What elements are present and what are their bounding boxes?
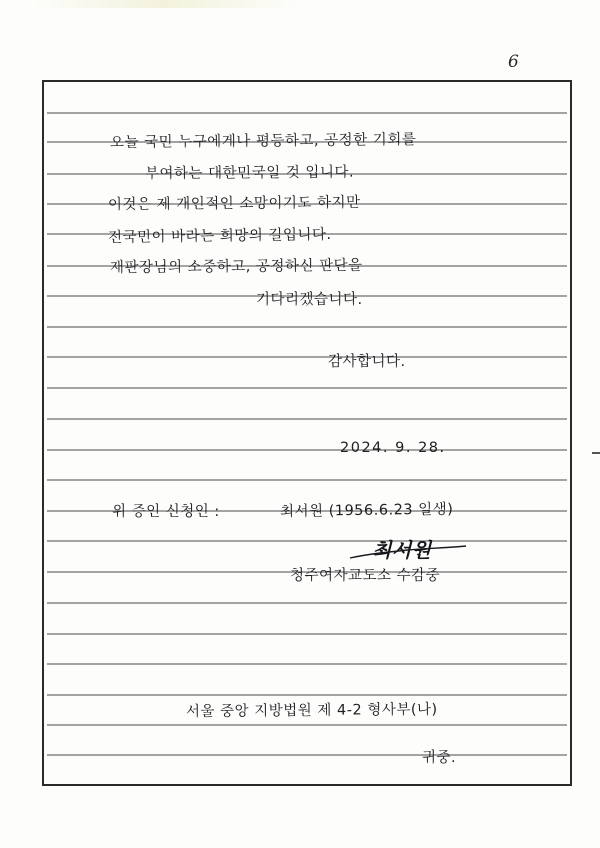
letter-line-4: 전국민이 바라는 희망의 길입니다. bbox=[107, 226, 332, 246]
ruled-lines bbox=[47, 84, 567, 782]
petitioner-name: 최서원 (1956.6.23 일생) bbox=[279, 501, 454, 520]
petitioner-label: 위 증인 신청인 : bbox=[112, 504, 220, 520]
signature: 최서원 bbox=[372, 538, 432, 562]
letter-date: 2024. 9. 28. bbox=[340, 440, 446, 456]
institution-note: 청주여자교도소 수감중 bbox=[290, 568, 441, 584]
letter-line-1: 오늘 국민 누구에게나 평등하고, 공정한 기회를 bbox=[109, 131, 417, 151]
letter-line-3: 이것은 제 개인적인 소망이기도 하지만 bbox=[107, 194, 361, 213]
letter-line-2: 부여하는 대한민국일 것 입니다. bbox=[144, 164, 355, 182]
closing-thanks: 감사합니다. bbox=[328, 354, 406, 370]
page-number: 6 bbox=[508, 52, 519, 72]
letter-line-5: 재판장님의 소중하고, 공정하신 판단을 bbox=[109, 257, 363, 276]
edge-mark bbox=[592, 452, 600, 454]
signature-stroke bbox=[348, 528, 468, 568]
court-name: 서울 중앙 지방법원 제 4-2 형사부(나) bbox=[185, 701, 438, 720]
letter-line-6: 기다리겠습니다. bbox=[256, 292, 363, 308]
scan-smudge bbox=[30, 0, 300, 8]
addressee: 귀중. bbox=[422, 750, 457, 766]
